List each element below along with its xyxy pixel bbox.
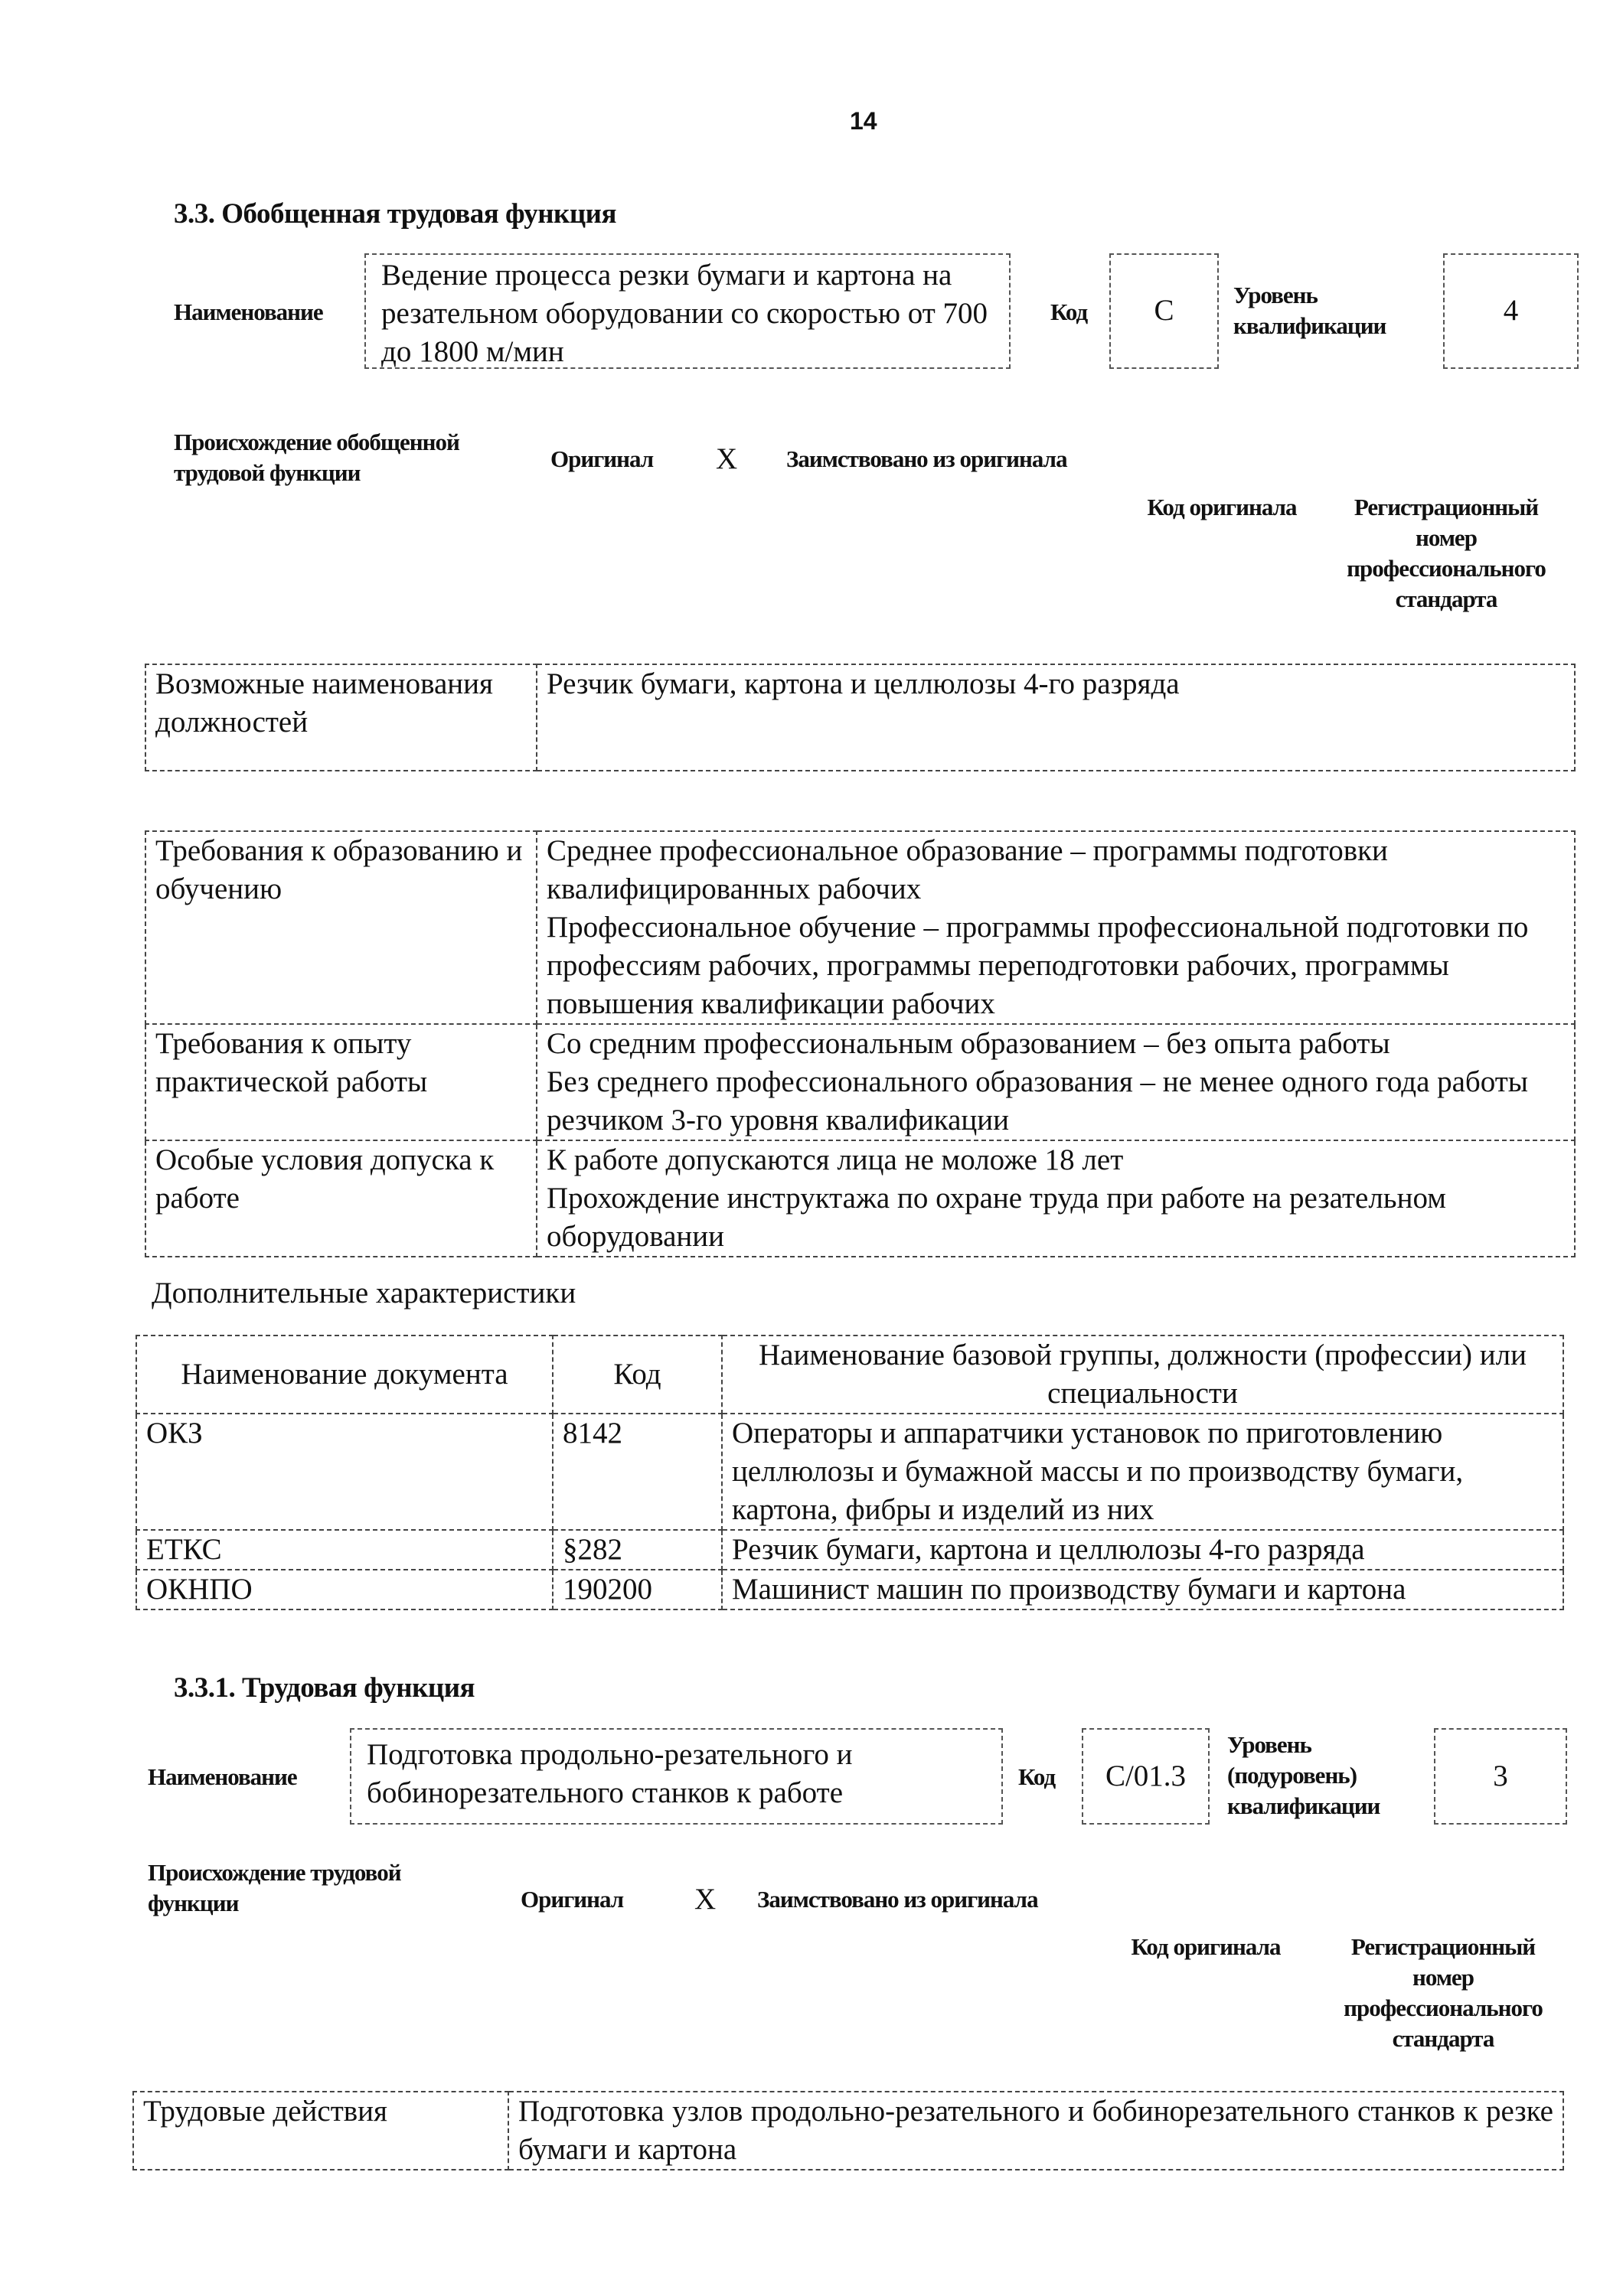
requirement-line: Со средним профессиональным образованием – без опыта работы: [547, 1027, 1390, 1060]
code-value: C: [1154, 294, 1174, 327]
cell-code: 190200: [553, 1570, 722, 1609]
function-level-value: 3: [1493, 1760, 1508, 1792]
additional-title: Дополнительные характеристики: [152, 1277, 576, 1309]
code-label: Код: [1050, 298, 1088, 325]
origin-label: Происхождение обобщенной трудовой функции: [174, 429, 459, 486]
function-original-label: Оригинал: [521, 1886, 624, 1913]
function-name-label: Наименование: [148, 1763, 297, 1790]
requirement-line: Профессиональное обучение – программы профессиональной подготовки по профессиям рабочих, программы переподготовки рабочих, программы повышения квалификации рабочих: [547, 911, 1529, 1020]
function-borrowed-label: Заимствовано из оригинала: [757, 1886, 1038, 1913]
original-label: Оригинал: [550, 445, 654, 472]
function-code-box: [1082, 1728, 1210, 1825]
name-label: Наименование: [174, 298, 323, 325]
name-value: Ведение процесса резки бумаги и картона на резательном оборудовании со скоростью от 700 до 1800 м/мин: [381, 259, 988, 368]
orig-code-label: Код оригинала: [1147, 494, 1297, 520]
function-code-label: Код: [1018, 1763, 1056, 1790]
function-origin-label: Происхождение трудовой функции: [148, 1859, 401, 1916]
page-number: 14: [850, 107, 877, 135]
borrowed-label: Заимствовано из оригинала: [786, 445, 1067, 472]
requirement-row: [145, 1024, 1575, 1140]
function-code-value: C/01.3: [1105, 1760, 1187, 1792]
requirement-row: [145, 1140, 1575, 1257]
cell-code: 8142: [553, 1414, 722, 1530]
table-row: [136, 1570, 1563, 1609]
requirement-line: Прохождение инструктажа по охране труда при работе на резательном оборудовании: [547, 1182, 1446, 1253]
positions-table: [145, 664, 1576, 771]
level-box: [1443, 253, 1579, 369]
function-original-mark: X: [694, 1883, 717, 1916]
original-mark: X: [716, 442, 738, 475]
section-heading: 3.3. Обобщенная трудовая функция: [174, 198, 617, 230]
function-name-value: Подготовка продольно-резательного и бобинорезательного станков к работе: [367, 1738, 853, 1809]
function-level-box: [1434, 1728, 1567, 1825]
cell-name: Машинист машин по производству бумаги и картона: [722, 1570, 1563, 1609]
cell-doc: ЕТКС: [136, 1530, 553, 1570]
cell-doc: ОКЗ: [136, 1414, 553, 1530]
positions-value: Резчик бумаги, картона и целлюлозы 4-го разряда: [537, 664, 1575, 771]
requirement-label: Особые условия допуска к работе: [145, 1140, 537, 1257]
function-orig-code-label: Код оригинала: [1131, 1933, 1281, 1960]
function-heading: 3.3.1. Трудовая функция: [174, 1672, 475, 1704]
additional-table: [136, 1335, 1564, 1610]
reg-number-label: Регистрационный номер профессионального стандарта: [1347, 494, 1546, 612]
requirement-row: [145, 831, 1575, 1024]
header-doc: Наименование документа: [136, 1336, 553, 1414]
actions-table: [132, 2091, 1564, 2170]
requirement-line: Среднее профессиональное образование – программы подготовки квалифицированных рабочих: [547, 834, 1388, 905]
table-header-row: [136, 1336, 1563, 1414]
table-row: [136, 1414, 1563, 1530]
function-reg-number-label: Регистрационный номер профессионального стандарта: [1344, 1933, 1543, 2052]
requirement-label: Требования к опыту практической работы: [145, 1024, 537, 1140]
cell-name: Операторы и аппаратчики установок по приготовлению целлюлозы и бумажной массы и по производству бумаги, картона, фибры и изделий из них: [722, 1414, 1563, 1530]
cell-code: §282: [553, 1530, 722, 1570]
requirement-line: Без среднего профессионального образования – не менее одного года работы резчиком 3-го уровня квалификации: [547, 1065, 1529, 1137]
cell-name: Резчик бумаги, картона и целлюлозы 4-го разряда: [722, 1530, 1563, 1570]
actions-label: Трудовые действия: [133, 2092, 508, 2170]
positions-label: Возможные наименования должностей: [145, 664, 537, 771]
level-value: 4: [1503, 294, 1519, 327]
cell-doc: ОКНПО: [136, 1570, 553, 1609]
name-box: [364, 253, 1011, 369]
level-label: Уровень квалификации: [1233, 282, 1386, 339]
function-name-box: [350, 1728, 1003, 1825]
function-level-label: Уровень (подуровень) квалификации: [1227, 1731, 1380, 1819]
code-box: [1109, 253, 1219, 369]
requirement-line: К работе допускаются лица не моложе 18 лет: [547, 1143, 1124, 1176]
header-code: Код: [553, 1336, 722, 1414]
requirements-table: [145, 830, 1576, 1257]
header-name: Наименование базовой группы, должности (профессии) или специальности: [722, 1336, 1563, 1414]
table-row: [136, 1530, 1563, 1570]
requirement-label: Требования к образованию и обучению: [145, 831, 537, 1024]
actions-value: Подготовка узлов продольно-резательного и бобинорезательного станков к резке бумаги и картона: [508, 2092, 1563, 2170]
